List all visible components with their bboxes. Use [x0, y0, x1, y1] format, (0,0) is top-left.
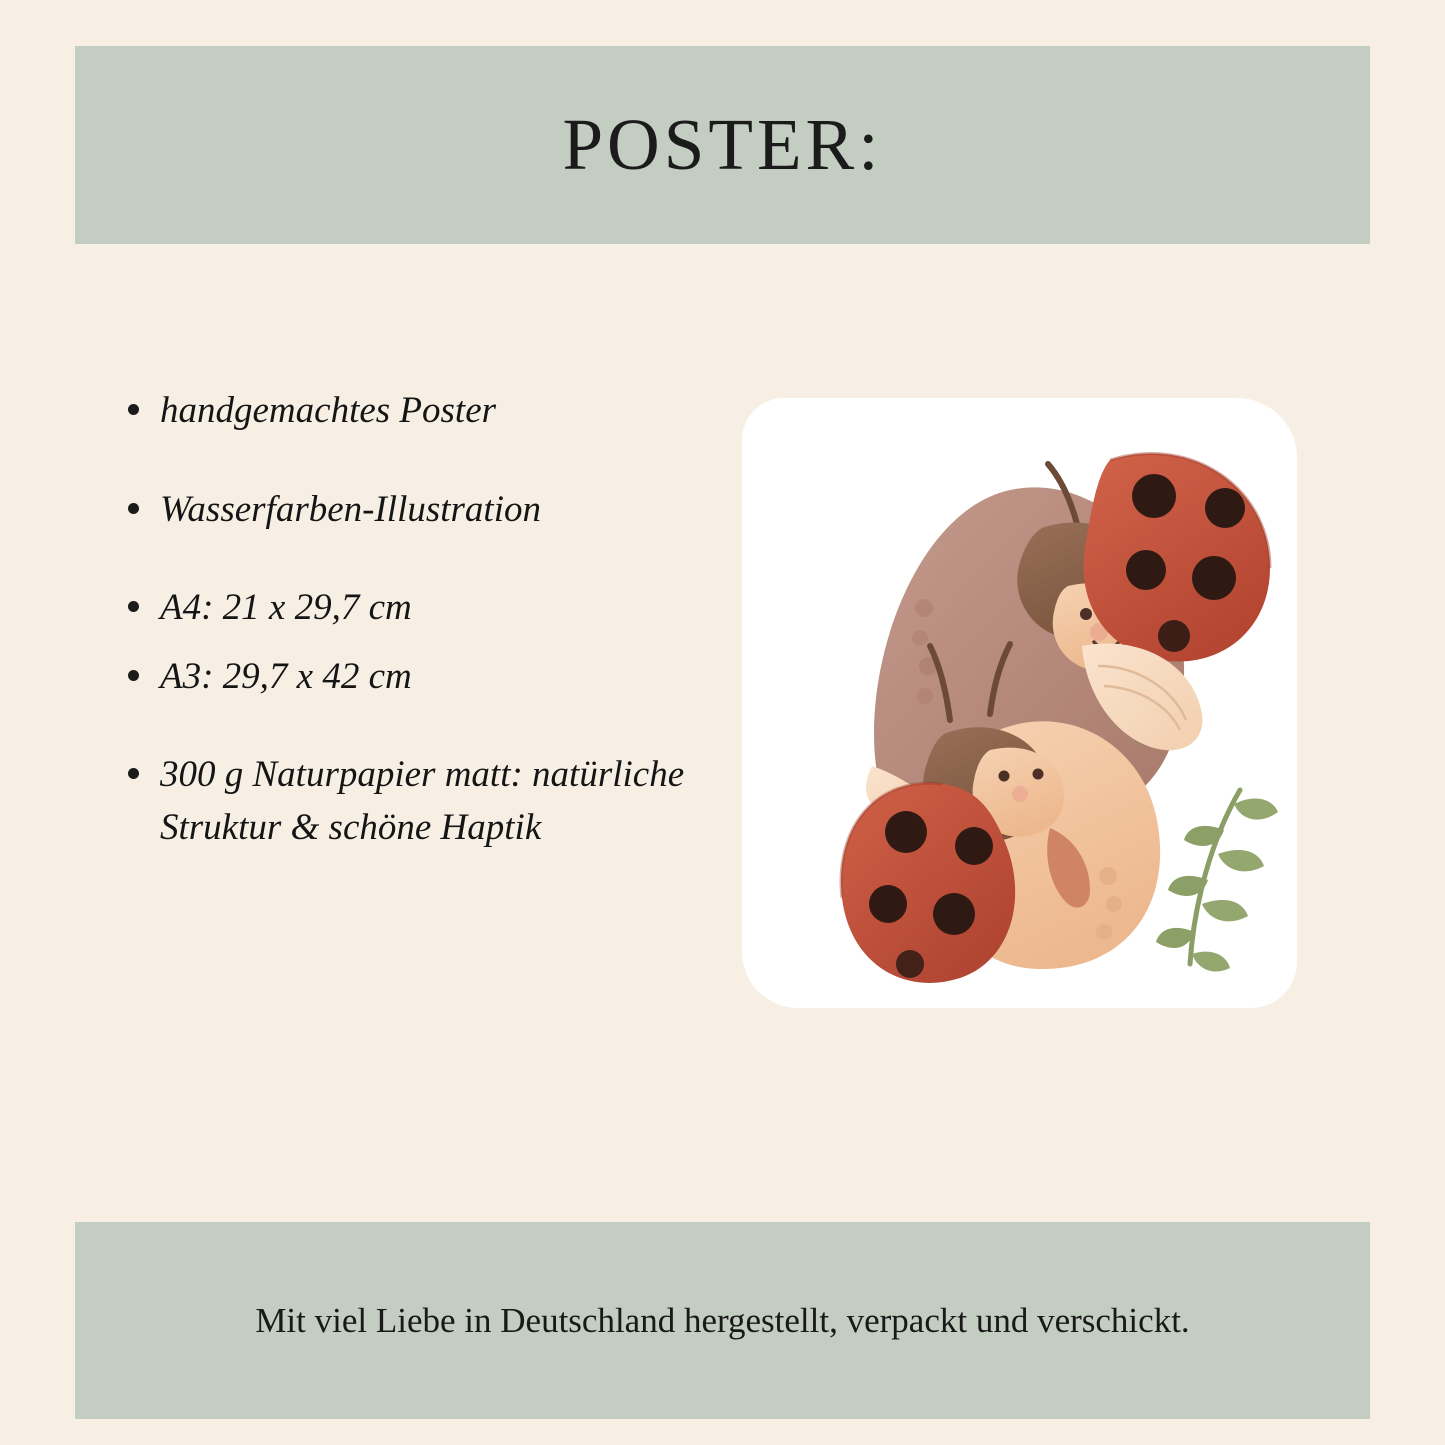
list-item-label: 300 g Naturpapier matt: natürliche Struktur & schöne Haptik — [160, 754, 685, 848]
feature-list — [128, 385, 708, 900]
footer-text: Mit viel Liebe in Deutschland hergestellt, verpackt und verschickt. — [255, 1300, 1190, 1340]
header-band — [75, 46, 1370, 244]
illustration-ladybug-family — [742, 398, 1297, 1008]
page-title: POSTER: — [562, 104, 883, 185]
list-item — [128, 651, 708, 704]
list-item — [128, 484, 708, 537]
ladybug-family-icon — [742, 398, 1297, 1008]
list-item-label: A3: 29,7 x 42 cm — [160, 655, 412, 697]
bullet-dot-icon — [128, 670, 139, 681]
bullet-dot-icon — [128, 503, 139, 514]
list-item-label: handgemachtes Poster — [160, 390, 497, 431]
list-item — [128, 385, 708, 438]
list-item — [128, 582, 708, 635]
list-item-label: A4: 21 x 29,7 cm — [160, 587, 412, 629]
footer-band — [75, 1222, 1370, 1419]
bullet-dot-icon — [128, 404, 139, 415]
list-item-label: Wasserfarben-Illustration — [160, 488, 541, 530]
list-item — [128, 749, 708, 854]
bullet-dot-icon — [128, 768, 139, 779]
bullet-dot-icon — [128, 601, 139, 612]
